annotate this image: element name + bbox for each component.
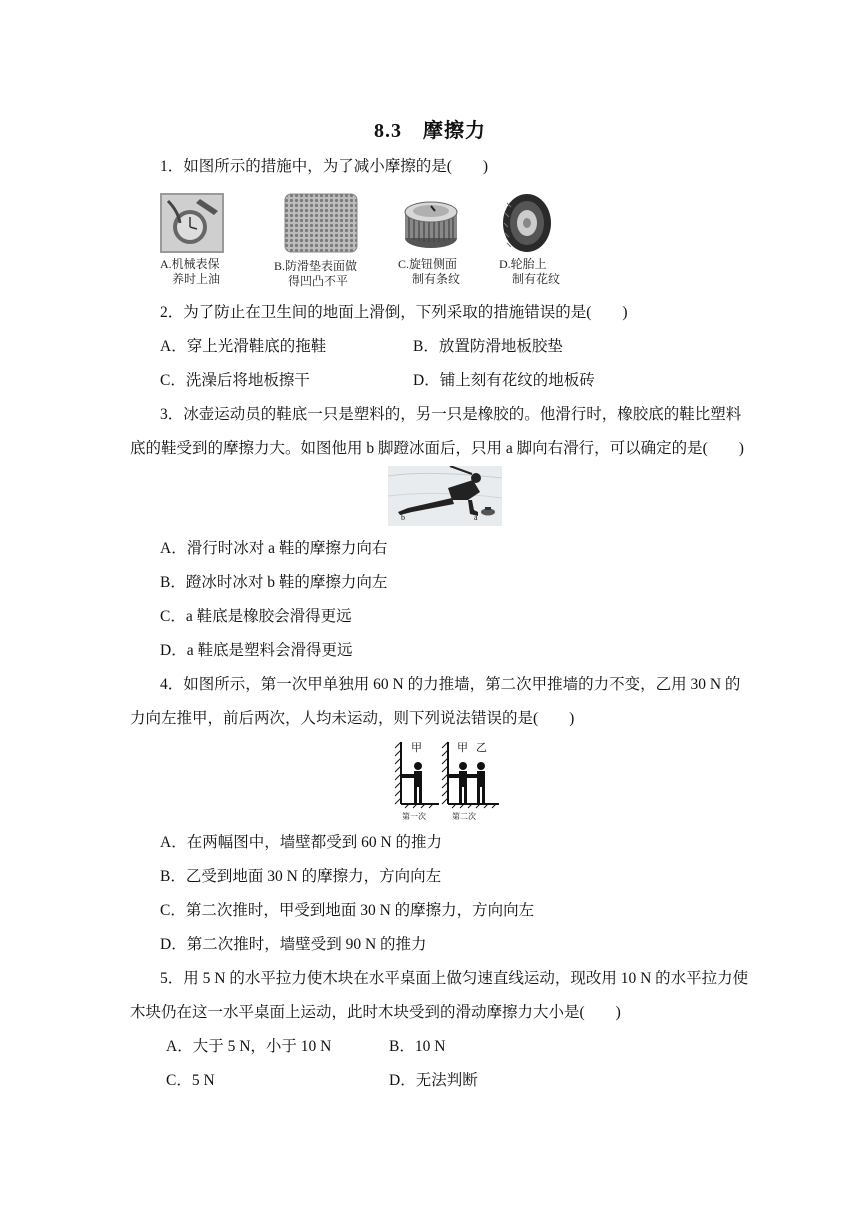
option-a-caption-line1: A.机械表保: [160, 257, 220, 271]
figure-caption-second: 第二次: [452, 812, 476, 821]
option-b-caption-line2: 得凹凸不平: [288, 274, 349, 288]
question-5-line2: 木块仍在这一水平桌面上运动，此时木块受到的滑动摩擦力大小是( ): [130, 1004, 621, 1021]
q5-option-d: D．无法判断: [389, 1072, 478, 1089]
anti-slip-mat-image: [284, 193, 358, 253]
option-c-caption-line1: C.旋钮侧面: [398, 257, 458, 271]
question-3-line1: 3．冰壶运动员的鞋底一只是塑料的，另一只是橡胶的。他滑行时，橡胶底的鞋比塑料: [160, 406, 742, 423]
q4-option-d: D．第二次推时，墙壁受到 90 N 的推力: [160, 936, 427, 953]
knob-image: [401, 194, 461, 252]
question-4-line1: 4．如图所示，第一次甲单独用 60 N 的力推墙，第二次甲推墙的力不变，乙用 30 N 的: [160, 676, 741, 693]
q5-option-a: A．大于 5 N，小于 10 N: [166, 1038, 332, 1055]
tire-image: [501, 193, 553, 253]
option-c-caption-line2: 制有条纹: [412, 272, 461, 286]
q4-option-a: A．在两幅图中，墙壁都受到 60 N 的推力: [160, 834, 443, 851]
question-3-line2: 底的鞋受到的摩擦力大。如图他用 b 脚蹬冰面后，只用 a 脚向右滑行，可以确定的是( ): [130, 440, 744, 457]
curling-image: [388, 466, 502, 526]
question-1-text: 1．如图所示的措施中，为了减小摩擦的是( ): [160, 158, 489, 175]
watch-oiling-image: [160, 193, 224, 253]
figure-label-jia-1: 甲: [411, 742, 422, 754]
q3-option-d: D．a 鞋底是塑料会滑得更远: [160, 642, 353, 659]
q3-option-a: A．滑行时冰对 a 鞋的摩擦力向右: [160, 540, 388, 557]
q2-option-c: C．洗澡后将地板擦干: [160, 372, 310, 389]
q3-option-c: C．a 鞋底是橡胶会滑得更远: [160, 608, 352, 625]
q4-option-c: C．第二次推时，甲受到地面 30 N 的摩擦力，方向向左: [160, 902, 535, 919]
q2-option-d: D．铺上刻有花纹的地板砖: [413, 372, 595, 389]
curling-label-b: b: [401, 513, 405, 522]
option-d-caption-line2: 制有花纹: [512, 272, 561, 286]
q5-option-b: B．10 N: [389, 1038, 446, 1055]
q2-option-a: A．穿上光滑鞋底的拖鞋: [160, 338, 327, 355]
question-2-text: 2．为了防止在卫生间的地面上滑倒，下列采取的措施错误的是( ): [160, 304, 628, 321]
option-d-caption-line1: D.轮胎上: [499, 257, 547, 271]
figure-label-jia-2: 甲: [457, 742, 468, 754]
option-a-caption-line2: 养时上油: [172, 272, 221, 286]
curling-label-a: a: [474, 513, 478, 522]
question-5-line1: 5．用 5 N 的水平拉力使木块在水平桌面上做匀速直线运动，现改用 10 N 的水平拉力使: [160, 970, 749, 987]
q4-option-b: B．乙受到地面 30 N 的摩擦力，方向向左: [160, 868, 442, 885]
option-b-caption-line1: B.防滑垫表面做: [274, 259, 358, 273]
q2-option-b: B．放置防滑地板胶垫: [413, 338, 563, 355]
q3-option-b: B．蹬冰时冰对 b 鞋的摩擦力向左: [160, 574, 388, 591]
figure-label-yi: 乙: [476, 742, 487, 754]
figure-caption-first: 第一次: [402, 812, 426, 821]
q5-option-c: C．5 N: [166, 1072, 215, 1089]
page-title: 8.3 摩擦力: [374, 120, 486, 142]
question-4-line2: 力向左推甲，前后两次，人均未运动，则下列说法错误的是( ): [130, 710, 575, 727]
